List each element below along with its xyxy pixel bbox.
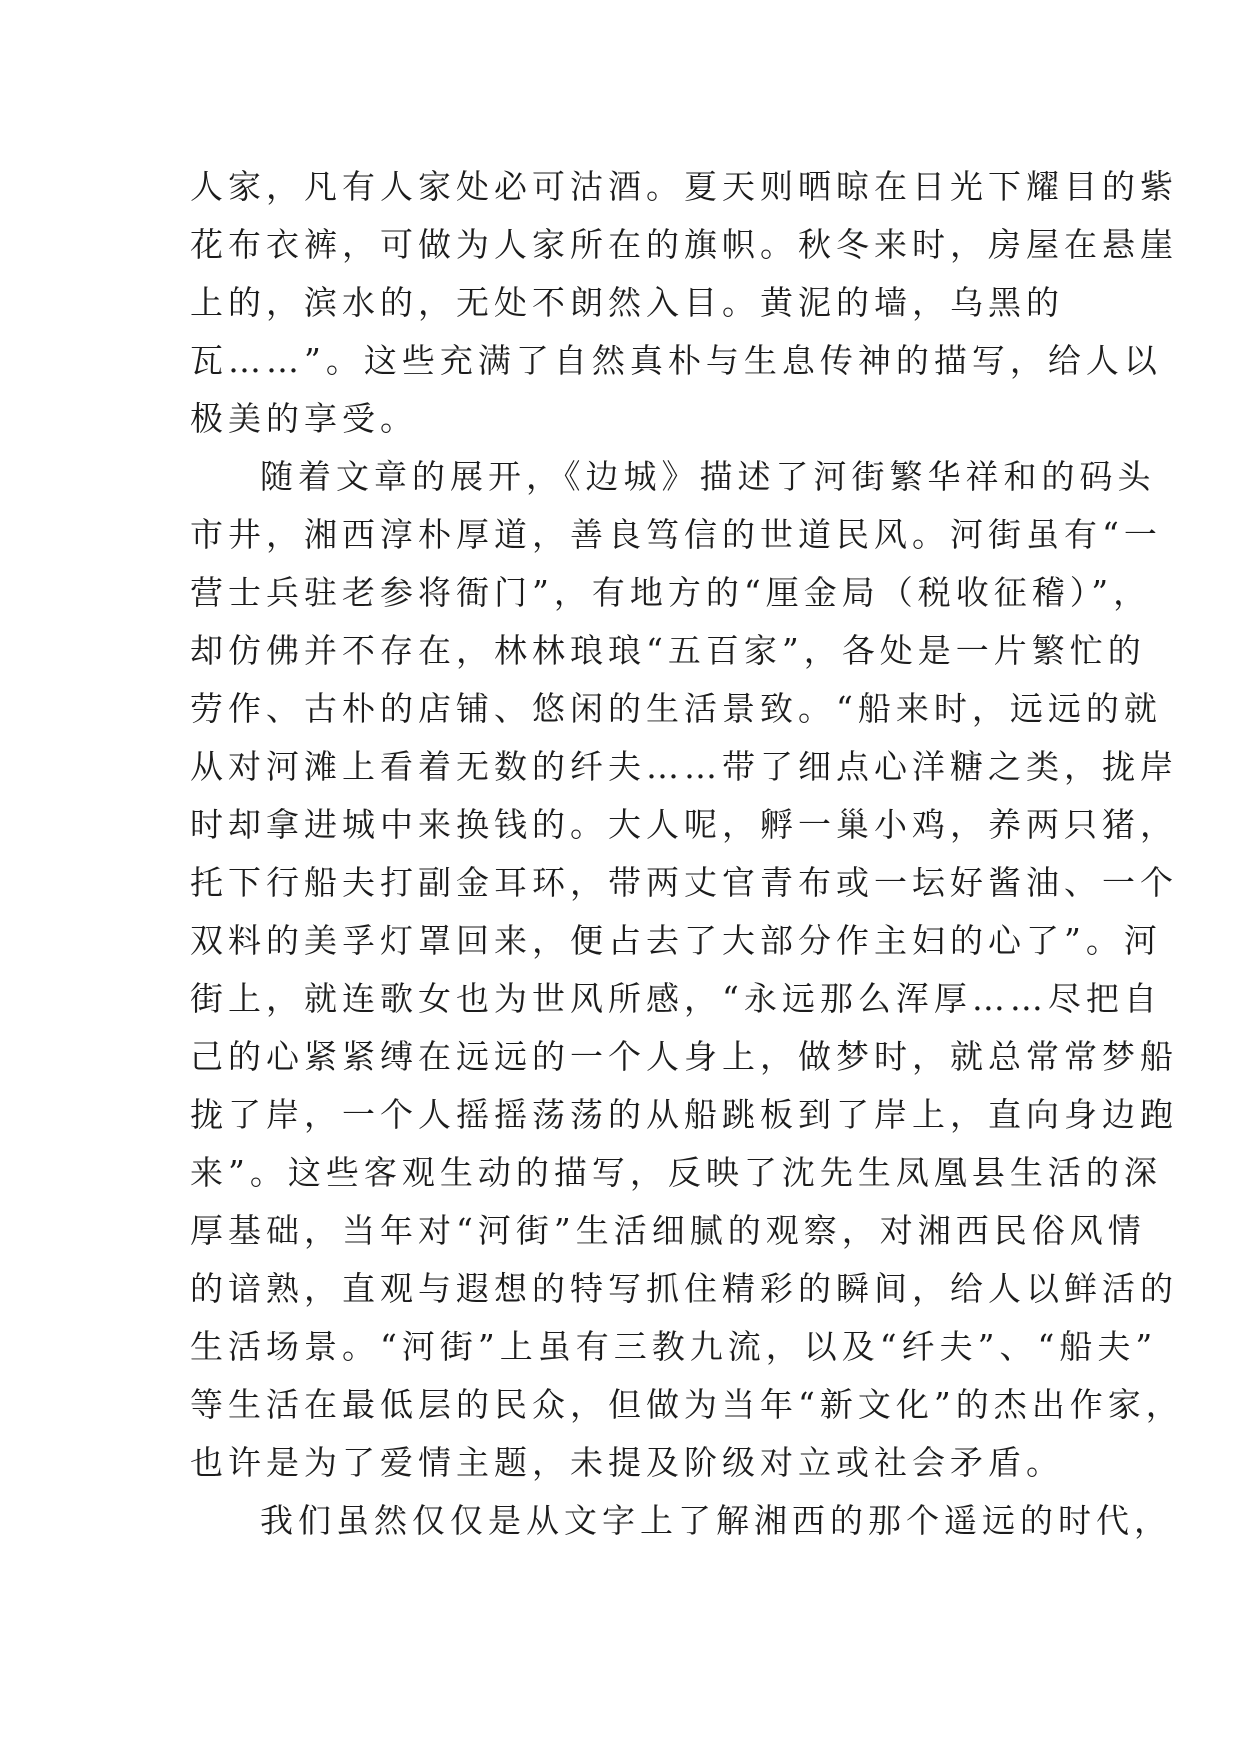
text-line: 我们虽然仅仅是从文字上了解湘西的那个遥远的时代， bbox=[260, 1501, 1172, 1540]
text-line: 也许是为了爱情主题，未提及阶级对立或社会矛盾。 bbox=[190, 1443, 1064, 1482]
text-line: 的谙熟，直观与遐想的特写抓住精彩的瞬间，给人以鲜活的 bbox=[190, 1269, 1178, 1308]
text-line: 街上，就连歌女也为世风所感，“永远那么浑厚……尽把自 bbox=[190, 979, 1162, 1018]
text-line: 随着文章的展开，《边城》描述了河街繁华祥和的码头 bbox=[260, 457, 1156, 496]
text-line: 营士兵驻老参将衙门”，有地方的“厘金局（税收征稽）”， bbox=[190, 573, 1152, 612]
body-text bbox=[190, 158, 1184, 1550]
text-line: 从对河滩上看着无数的纤夫……带了细点心洋糖之类，拢岸 bbox=[190, 747, 1178, 786]
text-line: 花布衣裤，可做为人家所在的旗帜。秋冬来时，房屋在悬崖 bbox=[190, 225, 1178, 264]
text-line: 极美的享受。 bbox=[190, 399, 418, 438]
text-line: 来”。这些客观生动的描写，反映了沈先生凤凰县生活的深 bbox=[190, 1153, 1162, 1192]
text-line: 拢了岸，一个人摇摇荡荡的从船跳板到了岸上，直向身边跑 bbox=[190, 1095, 1178, 1134]
text-line: 生活场景。“河街”上虽有三教九流，以及“纤夫”、“船夫” bbox=[190, 1327, 1158, 1366]
text-line: 市井，湘西淳朴厚道，善良笃信的世道民风。河街虽有“一 bbox=[190, 515, 1162, 554]
text-line: 托下行船夫打副金耳环，带两丈官青布或一坛好酱油、一个 bbox=[190, 863, 1178, 902]
text-line: 瓦……”。这些充满了自然真朴与生息传神的描写，给人以 bbox=[190, 341, 1162, 380]
text-line: 上的，滨水的，无处不朗然入目。黄泥的墙，乌黑的 bbox=[190, 283, 1064, 322]
text-line: 双料的美孚灯罩回来，便占去了大部分作主妇的心了”。河 bbox=[190, 921, 1162, 960]
text-line: 厚基础，当年对“河街”生活细腻的观察，对湘西民俗风情 bbox=[190, 1211, 1146, 1250]
text-line: 人家，凡有人家处必可沽酒。夏天则晒晾在日光下耀目的紫 bbox=[190, 167, 1178, 206]
text-line: 己的心紧紧缚在远远的一个人身上，做梦时，就总常常梦船 bbox=[190, 1037, 1178, 1076]
text-line: 时却拿进城中来换钱的。大人呢，孵一巢小鸡，养两只猪， bbox=[190, 805, 1178, 844]
text-line: 却仿佛并不存在，林林琅琅“五百家”，各处是一片繁忙的 bbox=[190, 631, 1146, 670]
text-line: 劳作、古朴的店铺、悠闲的生活景致。“船来时，远远的就 bbox=[190, 689, 1162, 728]
text-line: 等生活在最低层的民众，但做为当年“新文化”的杰出作家， bbox=[190, 1385, 1184, 1424]
